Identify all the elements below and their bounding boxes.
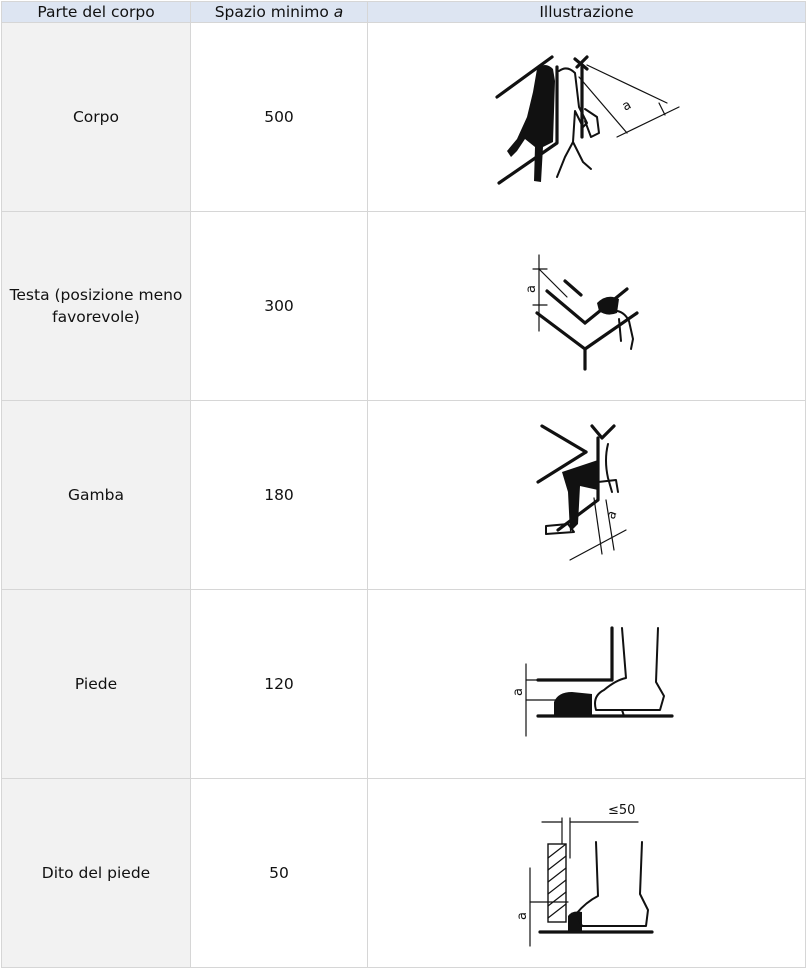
body-gap-icon [487, 47, 687, 187]
table-row [2, 779, 806, 968]
table-row [2, 212, 806, 401]
illustration-cell [368, 590, 806, 779]
part-cell: Testa (posizione meno favorevole) [2, 212, 191, 401]
header-space [191, 2, 368, 23]
dim-label-a: a [603, 508, 620, 522]
header-space-symbol: a [333, 3, 344, 21]
head-gap-icon [507, 241, 667, 371]
foot-gap-icon [492, 624, 682, 744]
value-cell: 120 [191, 590, 368, 779]
header-part: Parte del corpo [2, 2, 191, 23]
dim-label-a: a [510, 688, 526, 696]
part-cell: Gamba [2, 401, 191, 590]
part-cell: Piede [2, 590, 191, 779]
table-row [2, 23, 806, 212]
value-cell: 50 [191, 779, 368, 968]
toe-gap-icon [512, 798, 662, 948]
header-illustration: Illustrazione [368, 2, 806, 23]
dim-label-a: a [514, 912, 530, 920]
illustration-cell [368, 779, 806, 968]
leg-gap-icon [532, 420, 642, 570]
table-row [2, 401, 806, 590]
dim-label-le50: ≤50 [607, 803, 635, 818]
part-cell: Corpo [2, 23, 191, 212]
table-header-row [2, 2, 806, 23]
header-space-label: Spazio minimo [214, 3, 329, 21]
illustration-cell [368, 212, 806, 401]
illustration-cell [368, 23, 806, 212]
illustration-cell [368, 401, 806, 590]
dim-label-a: a [619, 97, 634, 115]
value-cell: 300 [191, 212, 368, 401]
part-cell: Dito del piede [2, 779, 191, 968]
dim-label-a: a [523, 285, 539, 293]
minimum-gaps-table [1, 1, 806, 968]
value-cell: 180 [191, 401, 368, 590]
table-row [2, 590, 806, 779]
value-cell: 500 [191, 23, 368, 212]
